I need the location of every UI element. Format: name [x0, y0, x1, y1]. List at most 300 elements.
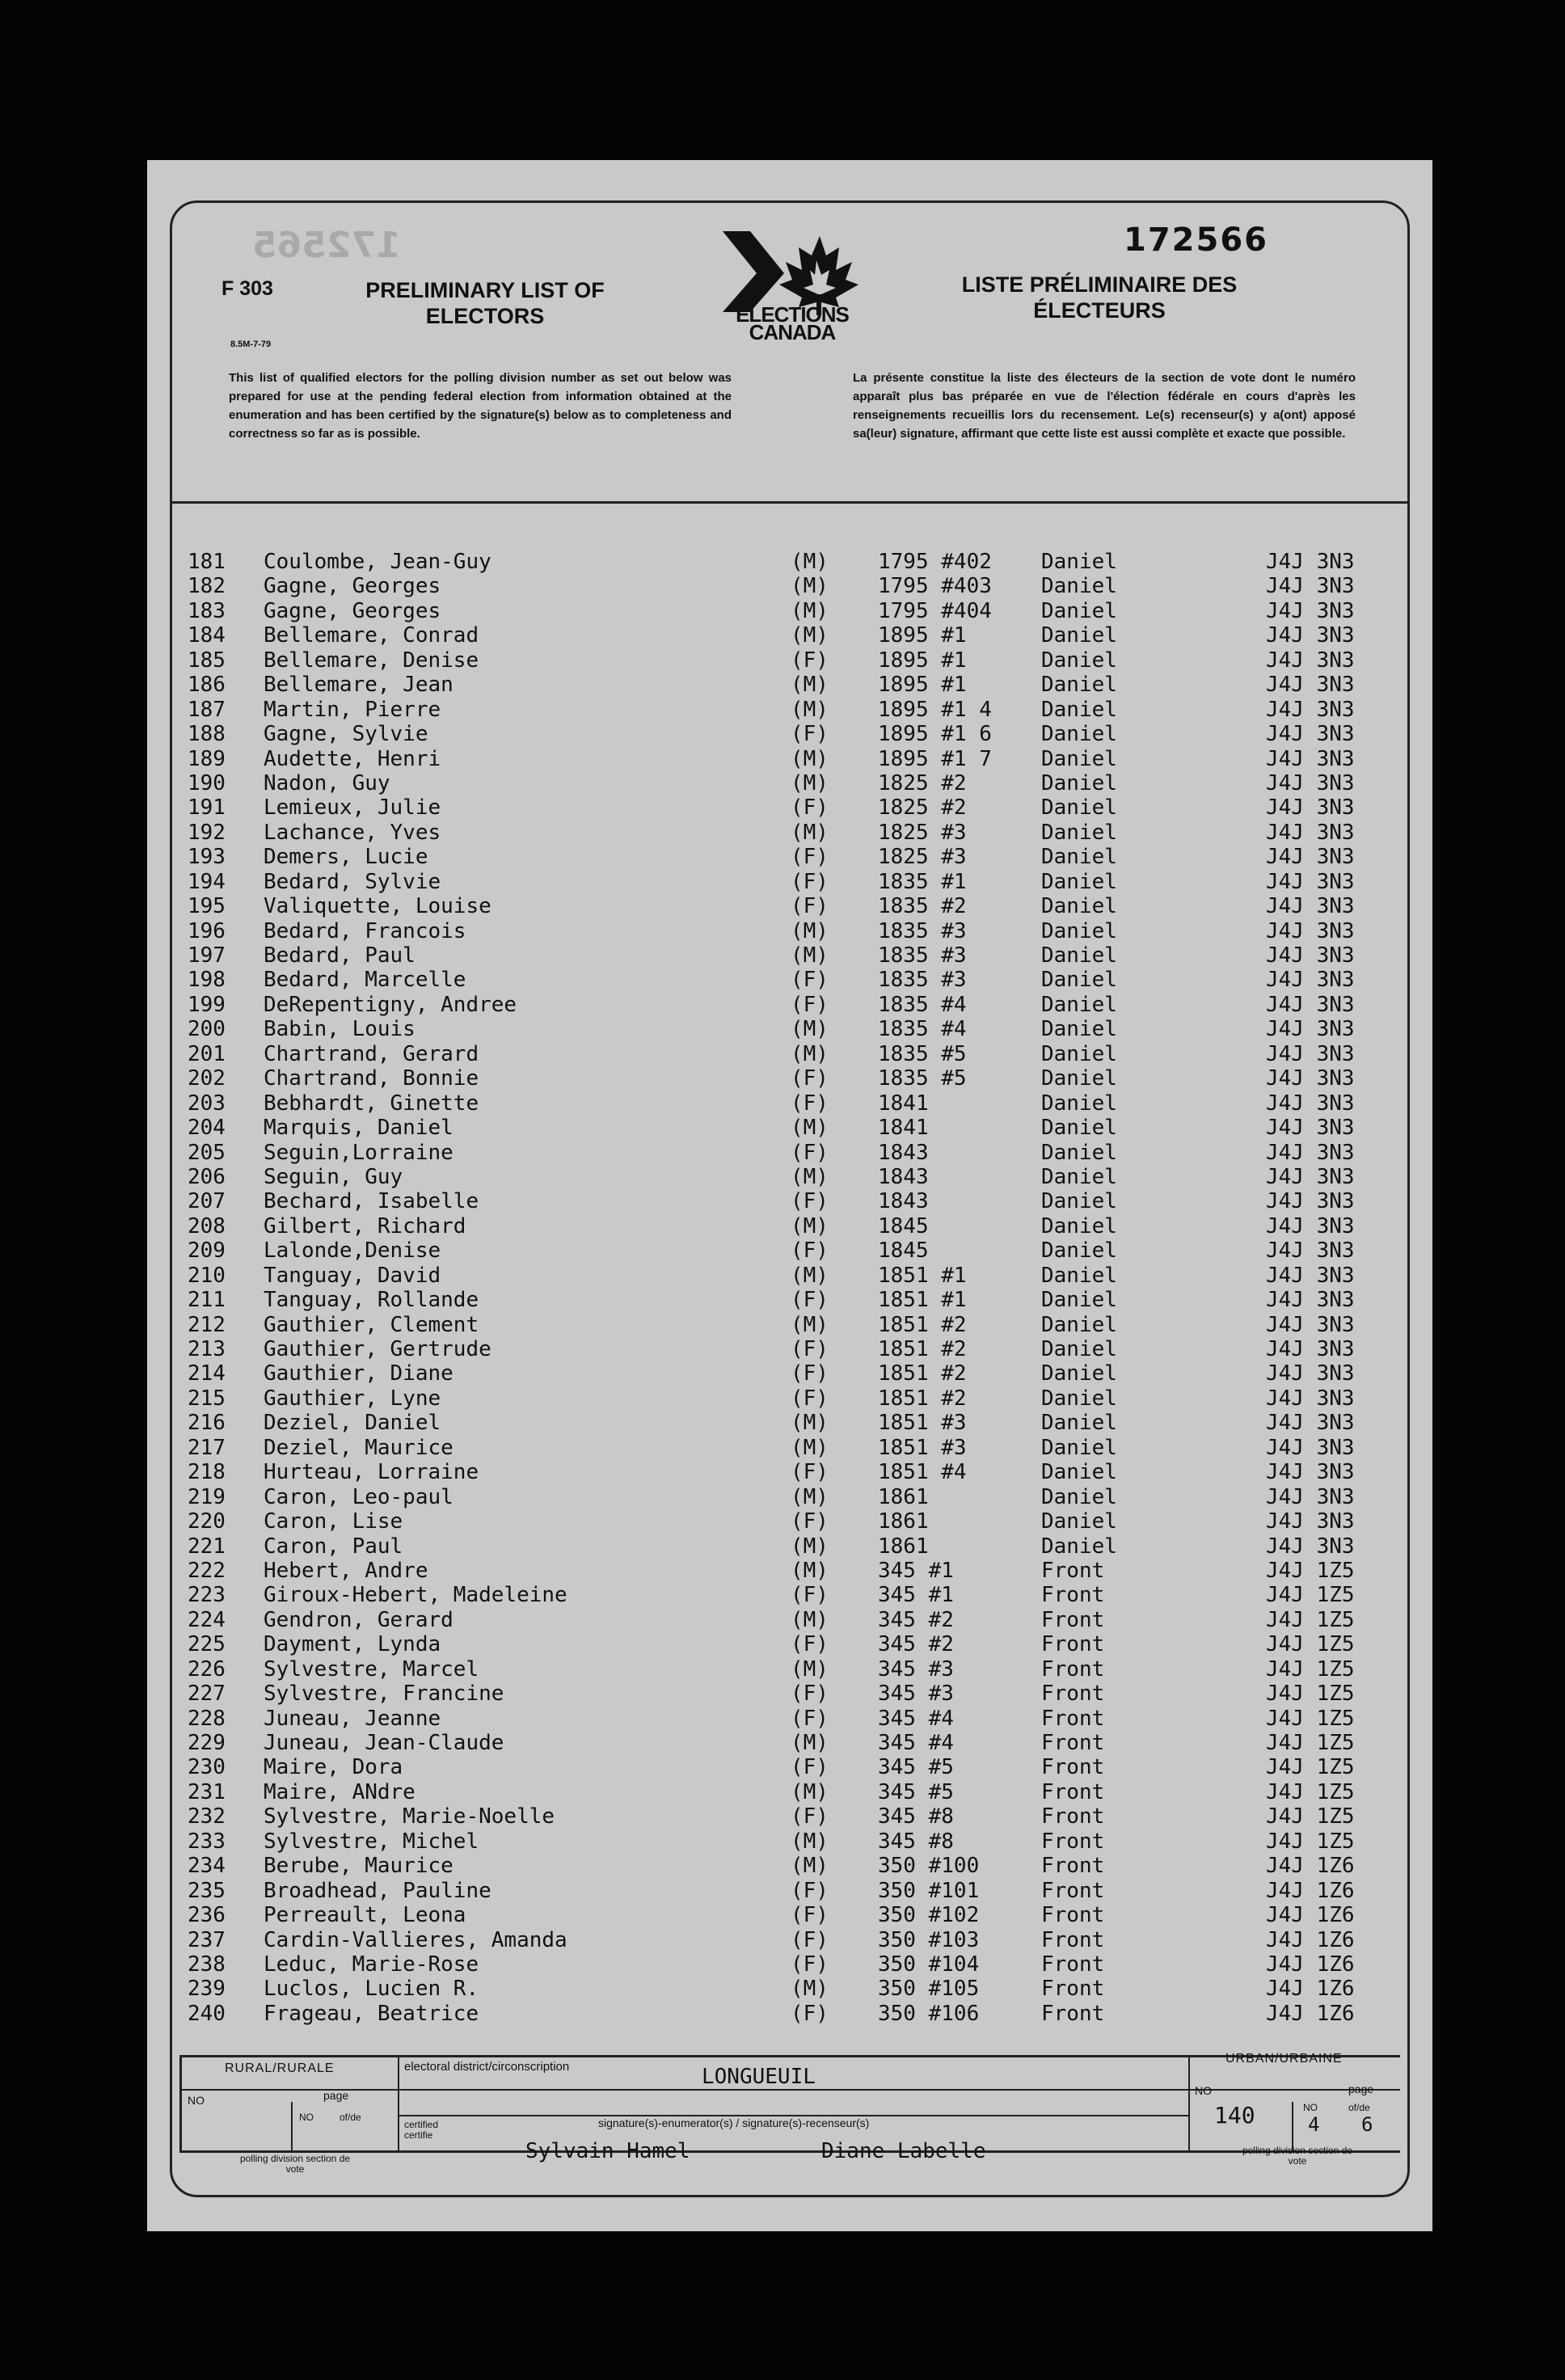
elector-postal-code: J4J 3N3 [1266, 623, 1355, 648]
elector-postal-code: J4J 3N3 [1266, 795, 1355, 821]
elector-address: 1835 #4 [878, 992, 967, 1017]
elector-postal-code: J4J 1Z5 [1266, 1804, 1355, 1829]
elector-row [183, 1313, 1403, 1337]
elector-sex: (F) [791, 1583, 829, 1608]
elector-address: 350 #100 [878, 1854, 980, 1879]
elector-sex: (F) [791, 1632, 829, 1657]
elector-row [183, 574, 1403, 598]
elector-number: 201 [188, 1041, 226, 1066]
elector-name: Sylvestre, Michel [264, 1829, 479, 1854]
elector-postal-code: J4J 3N3 [1266, 894, 1355, 919]
urban-label: URBAN/URBAINE [1225, 2052, 1343, 2066]
elector-address: 1843 [878, 1140, 929, 1165]
elector-name: Deziel, Daniel [264, 1411, 441, 1436]
elector-address: 345 #3 [878, 1682, 954, 1707]
elector-name: Caron, Paul [264, 1534, 403, 1559]
elector-street: Front [1041, 1558, 1105, 1583]
elector-sex: (F) [791, 1509, 829, 1534]
elector-name: Bellemare, Denise [264, 648, 479, 673]
elector-row [183, 648, 1403, 673]
district-value: LONGUEUIL [702, 2065, 816, 2089]
rural-page-label: page [323, 2089, 349, 2102]
elector-row [183, 1239, 1403, 1263]
elector-street: Daniel [1041, 1164, 1117, 1189]
elector-number: 221 [188, 1534, 226, 1559]
footer-rule-div4 [1292, 2102, 1293, 2150]
ghost-serial-number: 172565 [252, 225, 401, 266]
elector-street: Daniel [1041, 845, 1117, 870]
elector-sex: (F) [791, 648, 829, 673]
elector-number: 222 [188, 1558, 226, 1583]
elector-row [183, 870, 1403, 894]
polling-division-label-right: polling division section de vote [1242, 2145, 1353, 2167]
elector-postal-code: J4J 3N3 [1266, 697, 1355, 722]
elector-row [183, 1804, 1403, 1829]
elector-postal-code: J4J 3N3 [1266, 1239, 1355, 1264]
elector-sex: (M) [791, 1829, 829, 1854]
elector-sex: (M) [791, 1116, 829, 1141]
elector-name: Chartrand, Gerard [264, 1041, 479, 1066]
elector-postal-code: J4J 1Z6 [1266, 1903, 1355, 1928]
elector-street: Front [1041, 1829, 1105, 1854]
elector-row [183, 1657, 1403, 1682]
elector-street: Daniel [1041, 623, 1117, 648]
elector-row [183, 1141, 1403, 1165]
elector-row [183, 2002, 1403, 2026]
elector-address: 1851 #3 [878, 1411, 967, 1436]
elector-address: 1895 #1 7 [878, 746, 992, 771]
elector-street: Front [1041, 1682, 1105, 1707]
elector-postal-code: J4J 1Z6 [1266, 1977, 1355, 2002]
elector-name: Caron, Lise [264, 1509, 403, 1534]
elector-street: Daniel [1041, 1361, 1117, 1386]
elector-postal-code: J4J 3N3 [1266, 648, 1355, 673]
elector-number: 188 [188, 722, 226, 747]
elector-name: Bedard, Francois [264, 918, 466, 943]
elector-street: Daniel [1041, 550, 1117, 574]
elector-number: 237 [188, 1927, 226, 1952]
elector-address: 1895 #1 [878, 648, 967, 673]
elector-name: Caron, Leo-paul [264, 1484, 453, 1509]
elector-number: 199 [188, 992, 226, 1017]
elector-sex: (F) [791, 795, 829, 821]
elector-row [183, 1165, 1403, 1189]
elector-sex: (M) [791, 574, 829, 599]
elector-row [183, 1485, 1403, 1509]
elector-number: 236 [188, 1903, 226, 1928]
elector-number: 211 [188, 1288, 226, 1313]
elector-row [183, 771, 1403, 795]
elector-address: 350 #106 [878, 2001, 980, 2026]
elector-sex: (M) [791, 1779, 829, 1804]
elector-postal-code: J4J 1Z5 [1266, 1829, 1355, 1854]
elector-address: 1861 [878, 1484, 929, 1509]
elector-name: Gendron, Gerard [264, 1607, 453, 1632]
elector-street: Front [1041, 1607, 1105, 1632]
elector-sex: (F) [791, 1878, 829, 1903]
elector-sex: (M) [791, 820, 829, 845]
elector-postal-code: J4J 3N3 [1266, 1337, 1355, 1361]
elector-row [183, 1879, 1403, 1903]
footer-rule-mid [179, 2089, 1400, 2091]
elector-postal-code: J4J 3N3 [1266, 1435, 1355, 1460]
elector-row [183, 968, 1403, 992]
elector-name: Martin, Pierre [264, 697, 441, 722]
elector-name: Hurteau, Lorraine [264, 1460, 479, 1485]
elector-street: Daniel [1041, 1239, 1117, 1264]
elector-postal-code: J4J 3N3 [1266, 598, 1355, 623]
elector-sex: (F) [791, 1804, 829, 1829]
elector-street: Front [1041, 1952, 1105, 1977]
elector-number: 194 [188, 869, 226, 894]
elector-postal-code: J4J 1Z5 [1266, 1779, 1355, 1804]
elector-name: Nadon, Guy [264, 770, 390, 795]
elector-row [183, 1066, 1403, 1091]
elector-name: Seguin,Lorraine [264, 1140, 453, 1165]
elector-street: Daniel [1041, 722, 1117, 747]
enumerator-signature-2: Diane Labelle [821, 2139, 986, 2163]
elector-address: 345 #4 [878, 1706, 954, 1731]
elector-postal-code: J4J 3N3 [1266, 1041, 1355, 1066]
elector-street: Daniel [1041, 1386, 1117, 1411]
elector-street: Front [1041, 1804, 1105, 1829]
page-total: 6 [1361, 2113, 1373, 2136]
elector-number: 190 [188, 770, 226, 795]
elector-address: 1835 #5 [878, 1041, 967, 1066]
elector-address: 345 #2 [878, 1607, 954, 1632]
elector-street: Front [1041, 1706, 1105, 1731]
elector-name: Bedard, Paul [264, 943, 416, 968]
elector-number: 200 [188, 1017, 226, 1042]
elector-street: Daniel [1041, 968, 1117, 993]
enumerator-signature-1: Sylvain Hamel [525, 2139, 690, 2163]
elector-number: 218 [188, 1460, 226, 1485]
elector-address: 1835 #2 [878, 894, 967, 919]
elector-address: 1851 #2 [878, 1386, 967, 1411]
elector-number: 216 [188, 1411, 226, 1436]
elector-row [183, 1189, 1403, 1213]
elector-number: 203 [188, 1091, 226, 1116]
elector-name: Gauthier, Clement [264, 1312, 479, 1337]
elector-name: Cardin-Vallieres, Amanda [264, 1927, 567, 1952]
elector-number: 212 [188, 1312, 226, 1337]
elector-sex: (M) [791, 1977, 829, 2002]
district-label: electoral district/circonscription [404, 2060, 570, 2074]
elector-postal-code: J4J 3N3 [1266, 943, 1355, 968]
elector-sex: (F) [791, 1288, 829, 1313]
elector-name: Hebert, Andre [264, 1558, 428, 1583]
elector-sex: (M) [791, 1656, 829, 1682]
elector-address: 1895 #1 4 [878, 697, 992, 722]
elector-row [183, 1780, 1403, 1804]
elector-sex: (F) [791, 1952, 829, 1977]
notice-french: La présente constitue la liste des électeurs de la section de vote dont le numéro apparaît plus bas préparée en vue de l'élection fédérale en cours d'après les renseignements recueillis lors du recensement. Le(s) recenseur(s) y a(ont) apposé sa(leur) signature, affirmant que cette liste est aussi complète et exacte que possible. [853, 371, 1356, 441]
footer-rule-div1 [398, 2055, 399, 2152]
elector-number: 207 [188, 1189, 226, 1214]
elector-row [183, 550, 1403, 574]
elector-number: 215 [188, 1386, 226, 1411]
elector-number: 205 [188, 1140, 226, 1165]
elector-address: 1861 [878, 1509, 929, 1534]
elector-address: 1835 #5 [878, 1066, 967, 1091]
elector-name: Giroux-Hebert, Madeleine [264, 1583, 567, 1608]
footer-rule-top [179, 2055, 1400, 2057]
elector-postal-code: J4J 3N3 [1266, 1164, 1355, 1189]
elector-address: 345 #2 [878, 1632, 954, 1657]
elector-name: Luclos, Lucien R. [264, 1977, 479, 2002]
elector-sex: (M) [791, 1017, 829, 1042]
elector-postal-code: J4J 3N3 [1266, 1484, 1355, 1509]
elector-street: Daniel [1041, 1041, 1117, 1066]
signature-label: signature(s)-enumerator(s) / signature(s)-recenseur(s) [598, 2116, 870, 2129]
elector-postal-code: J4J 3N3 [1266, 1066, 1355, 1091]
elector-row [183, 1952, 1403, 1977]
elector-sex: (F) [791, 1239, 829, 1264]
elector-number: 233 [188, 1829, 226, 1854]
elector-row [183, 1632, 1403, 1656]
elector-postal-code: J4J 1Z5 [1266, 1755, 1355, 1780]
elector-name: Bedard, Marcelle [264, 968, 466, 993]
elector-street: Front [1041, 1878, 1105, 1903]
elector-name: Bedard, Sylvie [264, 869, 441, 894]
elector-street: Daniel [1041, 1213, 1117, 1239]
notice-english: This list of qualified electors for the polling division number as set out below was prepared for use at the pending federal election from information obtained at the enumeration and has been certified by the signature(s) below as to completeness and correctness so far as is possible. [229, 371, 732, 441]
elector-street: Daniel [1041, 1017, 1117, 1042]
elector-number: 217 [188, 1435, 226, 1460]
elector-sex: (F) [791, 1706, 829, 1731]
elector-postal-code: J4J 3N3 [1266, 820, 1355, 845]
elector-row [183, 1288, 1403, 1312]
elector-street: Daniel [1041, 1288, 1117, 1313]
elector-number: 181 [188, 550, 226, 574]
elector-street: Front [1041, 2001, 1105, 2026]
header-divider [170, 501, 1410, 504]
elector-name: Demers, Lucie [264, 845, 428, 870]
elector-number: 223 [188, 1583, 226, 1608]
elector-postal-code: J4J 3N3 [1266, 1263, 1355, 1288]
elector-address: 1861 [878, 1534, 929, 1559]
elector-sex: (M) [791, 550, 829, 574]
elector-postal-code: J4J 3N3 [1266, 1361, 1355, 1386]
elector-postal-code: J4J 3N3 [1266, 918, 1355, 943]
title-french: LISTE PRÉLIMINAIRE DES ÉLECTEURS [961, 272, 1238, 323]
elector-row [183, 1559, 1403, 1583]
elector-sex: (M) [791, 1041, 829, 1066]
elector-postal-code: J4J 1Z6 [1266, 1854, 1355, 1879]
elector-sex: (M) [791, 1263, 829, 1288]
elector-sex: (F) [791, 1386, 829, 1411]
elector-street: Daniel [1041, 673, 1117, 698]
elector-sex: (M) [791, 1213, 829, 1239]
elector-row [183, 919, 1403, 943]
elector-street: Daniel [1041, 1484, 1117, 1509]
elector-postal-code: J4J 3N3 [1266, 968, 1355, 993]
elector-name: Marquis, Daniel [264, 1116, 453, 1141]
elector-row [183, 1116, 1403, 1140]
elector-address: 350 #105 [878, 1977, 980, 2002]
elector-postal-code: J4J 3N3 [1266, 1091, 1355, 1116]
elector-street: Daniel [1041, 943, 1117, 968]
footer-rule-div2 [1188, 2055, 1190, 2152]
elector-street: Daniel [1041, 648, 1117, 673]
elector-postal-code: J4J 1Z5 [1266, 1656, 1355, 1682]
elector-row [183, 1017, 1403, 1041]
certified-label: certified certifie [404, 2119, 439, 2141]
elector-address: 1835 #1 [878, 869, 967, 894]
rural-no-label: NO [188, 2094, 205, 2107]
elector-postal-code: J4J 3N3 [1266, 574, 1355, 599]
elector-address: 1841 [878, 1116, 929, 1141]
elector-number: 234 [188, 1854, 226, 1879]
elector-number: 232 [188, 1804, 226, 1829]
elector-number: 187 [188, 697, 226, 722]
elector-street: Daniel [1041, 770, 1117, 795]
elector-name: Audette, Henri [264, 746, 441, 771]
elector-address: 345 #1 [878, 1583, 954, 1608]
elector-street: Daniel [1041, 1189, 1117, 1214]
elector-address: 345 #3 [878, 1656, 954, 1682]
elector-street: Daniel [1041, 1140, 1117, 1165]
elector-street: Daniel [1041, 1263, 1117, 1288]
elector-sex: (M) [791, 1731, 829, 1755]
elector-postal-code: J4J 1Z5 [1266, 1682, 1355, 1707]
elector-street: Daniel [1041, 820, 1117, 845]
elector-name: Gilbert, Richard [264, 1213, 466, 1239]
elector-row [183, 599, 1403, 623]
elector-row [183, 1534, 1403, 1559]
elector-row [183, 1091, 1403, 1116]
elector-number: 189 [188, 746, 226, 771]
elector-name: Gauthier, Diane [264, 1361, 453, 1386]
elector-address: 1851 #2 [878, 1361, 967, 1386]
elector-row [183, 1361, 1403, 1386]
rural-no-small-label: NO [299, 2112, 314, 2123]
elector-number: 193 [188, 845, 226, 870]
elector-address: 1825 #3 [878, 820, 967, 845]
elector-postal-code: J4J 3N3 [1266, 673, 1355, 698]
elector-name: Bellemare, Jean [264, 673, 453, 698]
elector-row [183, 1583, 1403, 1607]
footer-rule-left [179, 2055, 182, 2152]
elector-street: Daniel [1041, 894, 1117, 919]
elector-number: 182 [188, 574, 226, 599]
elector-sex: (M) [791, 1484, 829, 1509]
elector-number: 202 [188, 1066, 226, 1091]
footer-rule-div3 [291, 2102, 293, 2150]
elector-name: Perreault, Leona [264, 1903, 466, 1928]
elector-row [183, 722, 1403, 746]
footer-rule-bottom [179, 2150, 1400, 2153]
elector-number: 184 [188, 623, 226, 648]
elector-number: 229 [188, 1731, 226, 1755]
elector-name: Bechard, Isabelle [264, 1189, 479, 1214]
elector-postal-code: J4J 3N3 [1266, 1116, 1355, 1141]
elector-street: Front [1041, 1779, 1105, 1804]
elector-row [183, 1386, 1403, 1411]
elector-sex: (F) [791, 1189, 829, 1214]
elector-name: Juneau, Jeanne [264, 1706, 441, 1731]
elector-street: Daniel [1041, 1509, 1117, 1534]
elector-address: 345 #4 [878, 1731, 954, 1755]
elector-address: 1795 #402 [878, 550, 992, 574]
elector-postal-code: J4J 3N3 [1266, 845, 1355, 870]
elector-number: 240 [188, 2001, 226, 2026]
elector-sex: (F) [791, 1903, 829, 1928]
elector-address: 1835 #3 [878, 918, 967, 943]
elector-street: Daniel [1041, 598, 1117, 623]
page-number: 4 [1308, 2113, 1320, 2136]
elector-sex: (M) [791, 1558, 829, 1583]
logo-wordmark: ELECTIONS CANADA [736, 302, 849, 344]
elector-name: Tanguay, David [264, 1263, 441, 1288]
elector-row [183, 1264, 1403, 1288]
elector-row [183, 1436, 1403, 1460]
elector-name: Deziel, Maurice [264, 1435, 453, 1460]
elector-row [183, 1854, 1403, 1878]
elector-sex: (M) [791, 1312, 829, 1337]
elector-address: 1895 #1 [878, 623, 967, 648]
elector-postal-code: J4J 3N3 [1266, 992, 1355, 1017]
elector-street: Front [1041, 1903, 1105, 1928]
elector-postal-code: J4J 1Z6 [1266, 1927, 1355, 1952]
elector-address: 1845 [878, 1239, 929, 1264]
elector-sex: (F) [791, 1755, 829, 1780]
elector-number: 196 [188, 918, 226, 943]
elector-postal-code: J4J 1Z5 [1266, 1706, 1355, 1731]
elector-sex: (F) [791, 1460, 829, 1485]
elector-address: 1795 #403 [878, 574, 992, 599]
urban-of-label: of/de [1348, 2102, 1370, 2113]
elector-sex: (F) [791, 2001, 829, 2026]
elector-row [183, 1682, 1403, 1706]
elector-number: 206 [188, 1164, 226, 1189]
elector-name: Dayment, Lynda [264, 1632, 441, 1657]
print-code: 8.5M-7-79 [230, 340, 272, 349]
elector-number: 198 [188, 968, 226, 993]
elector-sex: (F) [791, 894, 829, 919]
elector-address: 1851 #1 [878, 1288, 967, 1313]
elector-row [183, 1411, 1403, 1435]
elector-postal-code: J4J 3N3 [1266, 1017, 1355, 1042]
elector-street: Daniel [1041, 992, 1117, 1017]
elector-row [183, 943, 1403, 968]
elector-postal-code: J4J 3N3 [1266, 1140, 1355, 1165]
elector-address: 345 #8 [878, 1804, 954, 1829]
elector-sex: (F) [791, 1682, 829, 1707]
elector-street: Front [1041, 1755, 1105, 1780]
elector-address: 1895 #1 [878, 673, 967, 698]
elector-name: Chartrand, Bonnie [264, 1066, 479, 1091]
elector-number: 231 [188, 1779, 226, 1804]
elector-name: Gagne, Georges [264, 574, 441, 599]
elector-number: 185 [188, 648, 226, 673]
elector-row [183, 1755, 1403, 1779]
elector-name: Juneau, Jean-Claude [264, 1731, 504, 1755]
elector-sex: (F) [791, 1337, 829, 1361]
elector-name: Tanguay, Rollande [264, 1288, 479, 1313]
elector-number: 227 [188, 1682, 226, 1707]
elector-number: 197 [188, 943, 226, 968]
elector-postal-code: J4J 1Z6 [1266, 1878, 1355, 1903]
elector-address: 350 #104 [878, 1952, 980, 1977]
elector-address: 1851 #3 [878, 1435, 967, 1460]
elector-postal-code: J4J 1Z5 [1266, 1583, 1355, 1608]
elector-name: Bebhardt, Ginette [264, 1091, 479, 1116]
elector-number: 195 [188, 894, 226, 919]
elector-name: Seguin, Guy [264, 1164, 403, 1189]
elector-postal-code: J4J 3N3 [1266, 1189, 1355, 1214]
elector-row [183, 747, 1403, 771]
